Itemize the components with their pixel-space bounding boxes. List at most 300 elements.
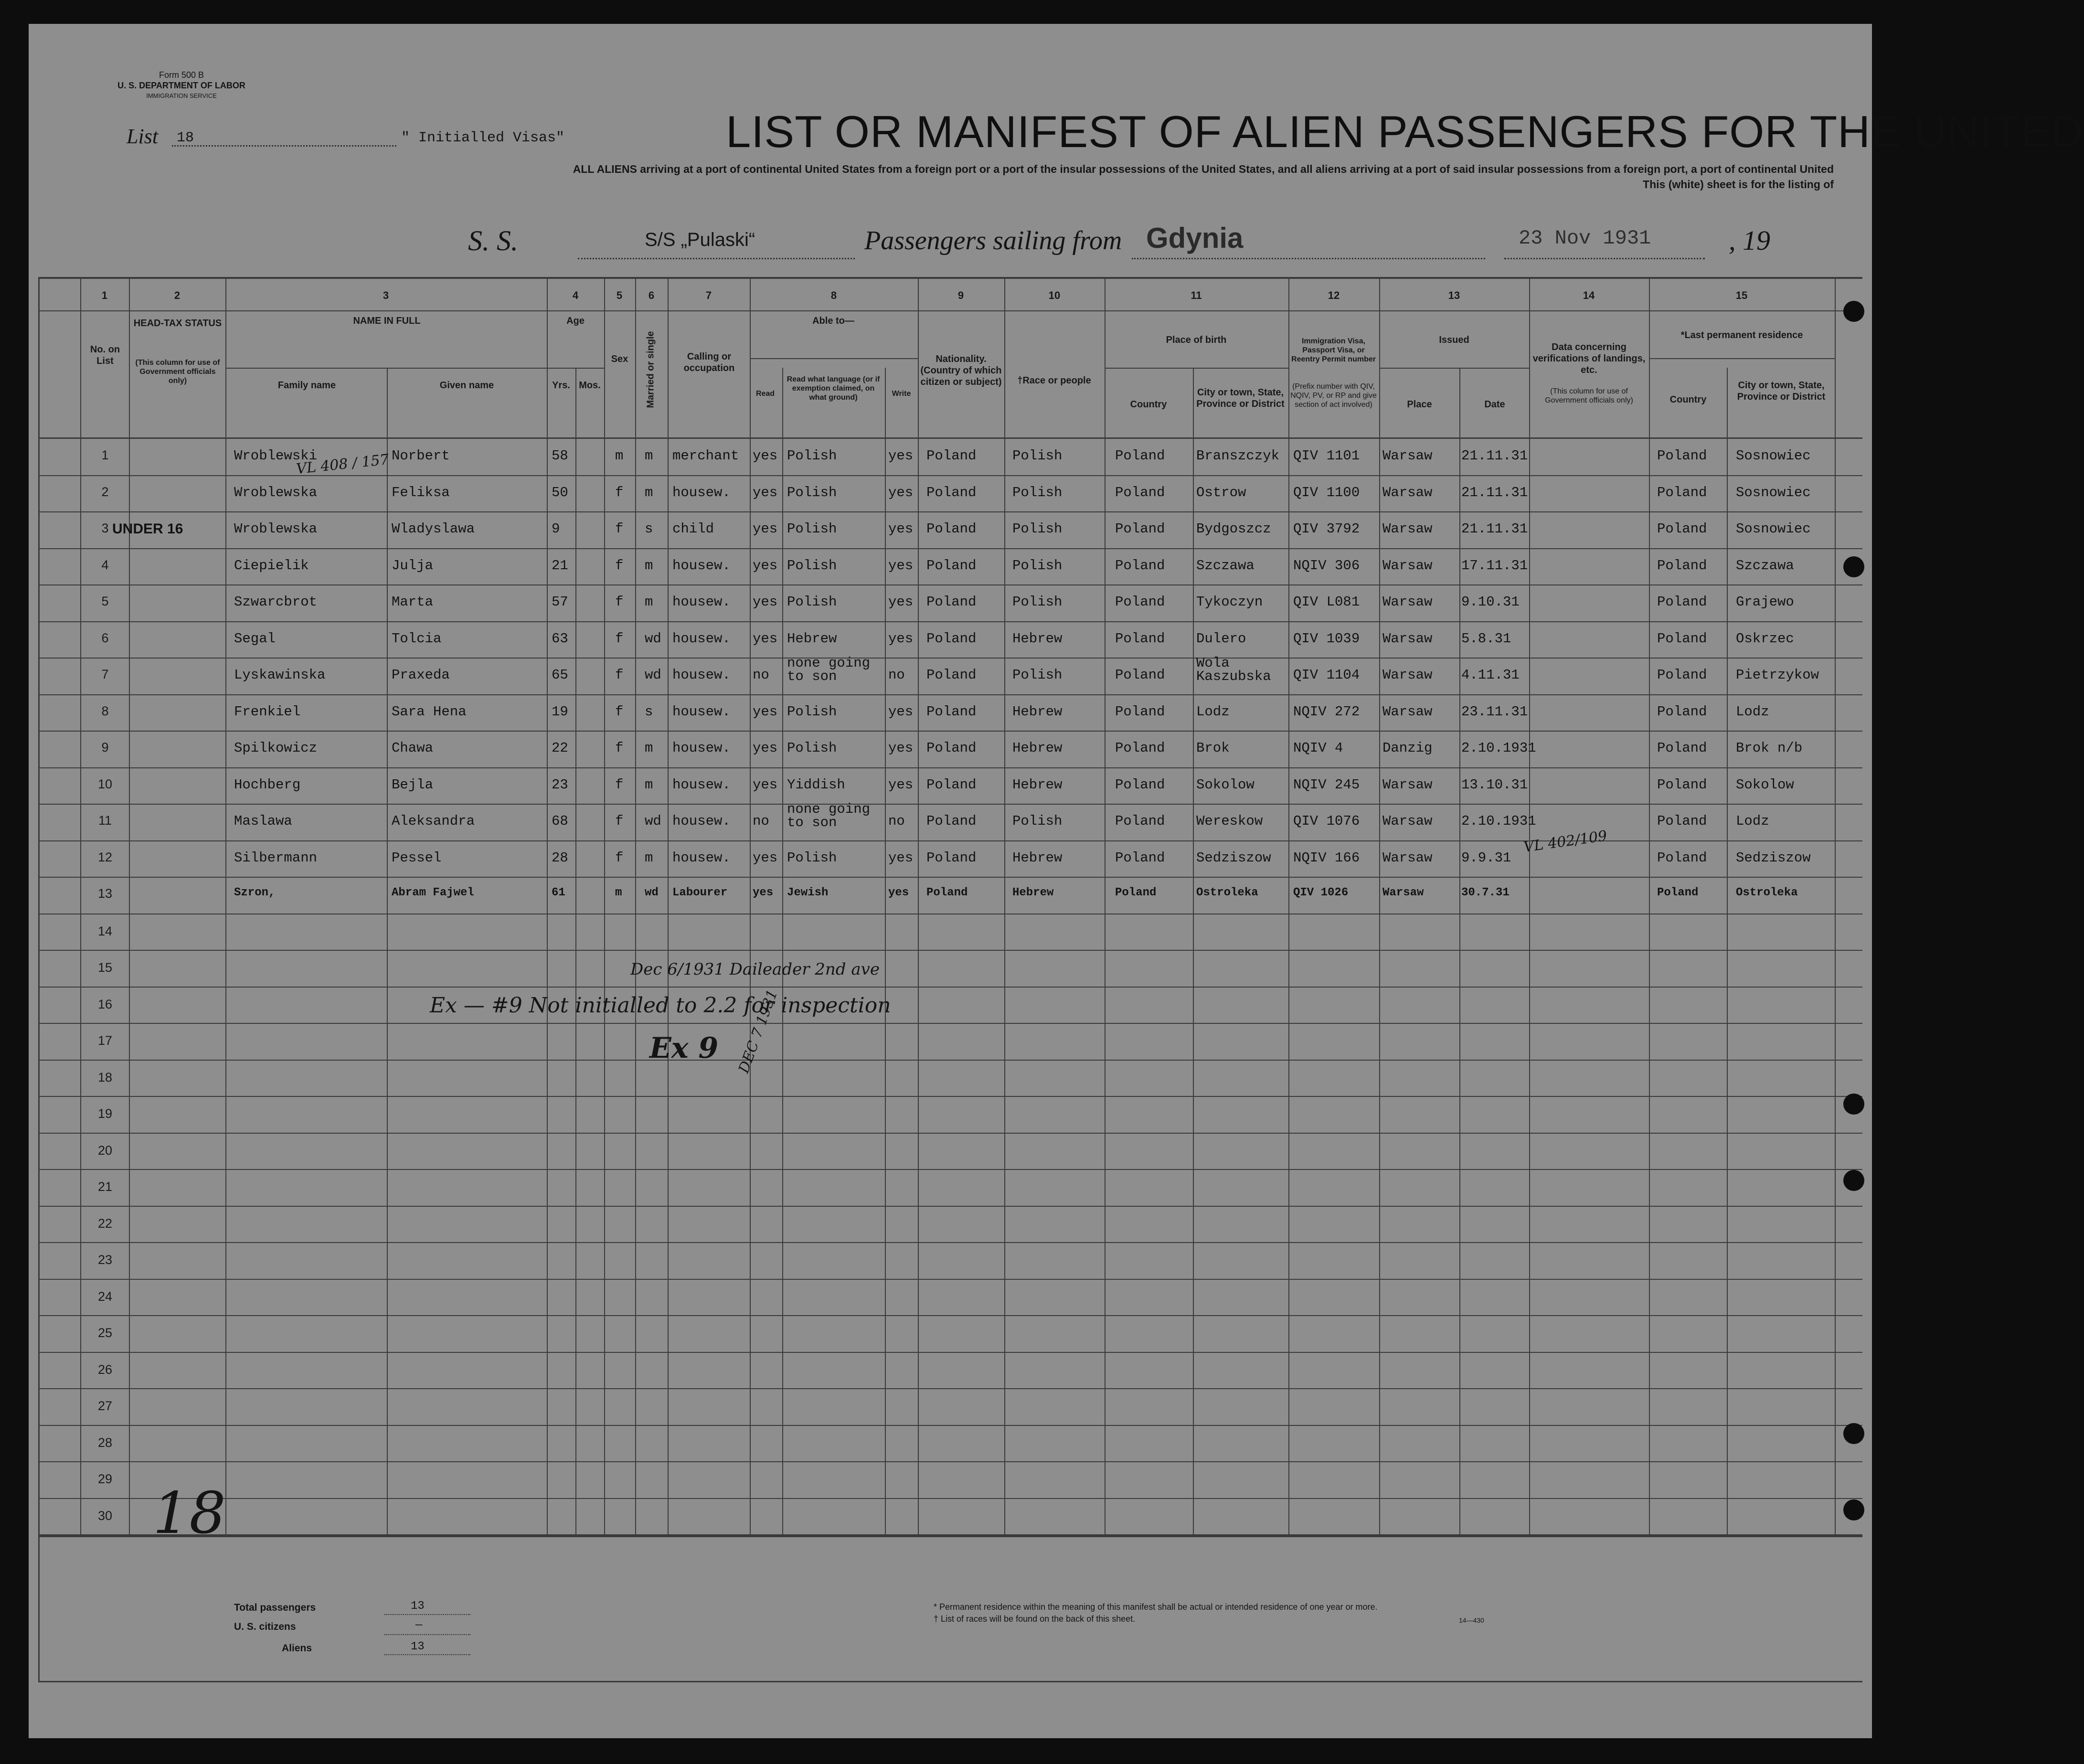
cell-read: yes [753,630,778,647]
cell-marital: s [645,703,653,720]
initialled-visas: " Initialled Visas" [401,130,565,146]
row-number: 1 [101,448,109,462]
grid-hline [38,1425,1862,1426]
list-number: 18 [177,130,194,146]
grid-hline [38,548,1862,549]
cell-family: Spilkowicz [234,740,318,756]
column-number: 6 [648,289,655,301]
empty-row-number: 17 [97,1033,113,1048]
cell-res-country: Poland [1657,448,1707,464]
us-citizens-label: U. S. citizens [234,1621,296,1632]
cell-language: none going to son [787,801,871,830]
cell-birth-country: Poland [1115,740,1165,756]
grid-hline [38,804,1862,805]
cell-yrs: 22 [552,740,568,756]
footnote-residence: * Permanent residence within the meaning of this manifest shall be actual or intended residence of one year or more. [934,1602,1378,1612]
grid-vline [547,277,548,1534]
cell-yrs: 57 [552,594,568,610]
cell-language: Yiddish [787,776,845,793]
cell-sex: f [615,740,624,756]
cell-occupation: housew. [672,557,731,574]
annotation-row14: Dec 6/1931 Daileader 2nd ave [630,960,880,979]
cell-birth-city: Sedziszow [1196,850,1271,866]
cell-visa: QIV L081 [1293,594,1360,610]
cell-res-city: Brok n/b [1736,740,1803,756]
manifest-page [29,24,2084,1738]
hdr-no-on-list: No. on List [90,344,120,366]
cell-given: Feliksa [392,484,450,500]
row-number: 13 [97,886,113,901]
grid-hline [38,1315,1862,1316]
cell-race: Hebrew [1012,630,1063,647]
hdr-birth-city: City or town, State, Province or District [1196,387,1285,409]
cell-res-country: Poland [1657,667,1707,683]
empty-row-number: 24 [97,1289,113,1304]
column-number: 8 [830,289,837,301]
column-number: 11 [1191,289,1202,301]
cell-res-city: Sosnowiec [1736,521,1811,537]
aliens-label: Aliens [282,1643,312,1654]
grid-hline [38,584,1862,585]
cell-yrs: 28 [552,850,568,866]
hdr-headtax: HEAD-TAX STATUS [133,318,222,329]
cell-yrs: 21 [552,557,568,574]
ship-name: S/S „Pulaski“ [645,229,755,250]
hdr-family-name: Family name [277,380,336,391]
form-line-3: IMMIGRATION SERVICE [146,92,217,99]
row-number: 11 [98,813,112,828]
hdr-landing-note: (This column for use of Government officials only) [1545,387,1633,404]
cell-family: Hochberg [234,776,301,793]
grid-vline [604,277,605,1534]
cell-read: yes [753,703,778,720]
grid-vline [38,277,40,1681]
cell-given: Abram Fajwel [392,886,474,899]
cell-race: Polish [1012,594,1063,610]
cell-read: yes [753,776,778,793]
cell-marital: m [645,557,653,574]
hdr-sex: Sex [611,354,628,364]
cell-nationality: Poland [926,630,977,647]
grid-vline [1727,368,1728,1534]
cell-family: Maslawa [234,813,292,829]
cell-res-country: Poland [1657,630,1707,647]
cell-nationality: Poland [926,667,977,683]
grid-vline [225,277,226,1534]
cell-write: yes [888,484,914,500]
hdr-read-lang: Read what language (or if exemption claimed, on what ground) [787,375,880,402]
form-line-1: Form 500 B [159,70,204,80]
cell-race: Polish [1012,448,1063,464]
cell-res-country: Poland [1657,594,1707,610]
cell-sex: f [615,557,624,574]
grid-hline [225,368,547,369]
form-code: 14—430 [1459,1616,1484,1624]
cell-issue-date: 21.11.31 [1461,448,1528,464]
hdr-place-of-birth: Place of birth [1166,335,1227,345]
cell-write: yes [888,886,909,899]
cell-res-city: Pietrzykow [1736,667,1819,683]
cell-write: yes [888,630,914,647]
cell-write: yes [888,557,914,574]
hdr-visa: Immigration Visa, Passport Visa, or Reentry Permit number [1291,337,1376,363]
cell-language: Polish [787,521,837,537]
cell-yrs: 68 [552,813,568,829]
hdr-birth-country: Country [1130,399,1167,410]
cell-issue-date: 13.10.31 [1461,776,1528,793]
hdr-issued-place: Place [1407,399,1432,410]
date-stamp: 23 Nov 1931 [1519,227,1651,250]
list-label: List [127,125,159,148]
cell-race: Hebrew [1012,886,1054,899]
cell-race: Hebrew [1012,850,1063,866]
total-passengers-value: 13 [411,1600,425,1613]
cell-marital: wd [645,813,661,829]
cell-birth-country: Poland [1115,521,1165,537]
cell-read: yes [753,521,778,537]
aliens-dots [384,1654,470,1655]
row-number: 12 [97,850,113,864]
cell-marital: m [645,594,653,610]
hdr-given-name: Given name [439,380,494,391]
intro-line-2: This (white) sheet is for the listing of [1643,178,1834,191]
cell-given: Norbert [392,448,450,464]
cell-read: no [753,667,769,683]
grid-hline [38,511,1862,512]
cell-visa: QIV 1076 [1293,813,1360,829]
cell-race: Hebrew [1012,703,1063,720]
total-passengers-label: Total passengers [234,1602,316,1613]
cell-yrs: 63 [552,630,568,647]
cell-birth-city: Wola Kaszubska [1196,655,1271,684]
cell-birth-country: Poland [1115,703,1165,720]
grid-hline [750,358,918,359]
cell-visa: NQIV 166 [1293,850,1360,866]
annotation-vl-top: VL 408 / 157 [295,451,390,478]
punch-hole [1843,1094,1864,1115]
citizens-dots [384,1634,470,1635]
cell-family: Wroblewska [234,484,318,500]
grid-vline [1288,277,1289,1534]
grid-hline [38,1242,1862,1243]
total-dots [384,1614,470,1615]
cell-given: Chawa [392,740,434,756]
grid-vline [918,277,919,1534]
cell-read: yes [753,594,778,610]
cell-nationality: Poland [926,740,977,756]
cell-nationality: Poland [926,521,977,537]
form-line-2: U. S. DEPARTMENT OF LABOR [117,81,245,90]
cell-birth-city: Szczawa [1196,557,1255,574]
annotation-row15: Ex — #9 Not initialled to 2.2 for inspection [430,993,891,1018]
punch-hole [1843,1170,1864,1191]
cell-issue-place: Warsaw [1382,850,1433,866]
cell-res-country: Poland [1657,813,1707,829]
cell-issue-date: 9.9.31 [1461,850,1511,866]
hdr-write: Write [892,390,911,398]
cell-nationality: Poland [926,703,977,720]
cell-language: Polish [787,484,837,500]
cell-headtax: UNDER 16 [112,521,183,537]
cell-res-country: Poland [1657,484,1707,500]
grid-hline [38,877,1862,878]
grid-hline [1379,368,1529,369]
grid-vline [1649,277,1650,1534]
cell-issue-date: 5.8.31 [1461,630,1511,647]
grid-hline [38,658,1862,659]
hdr-visa-note: (Prefix number with QIV, NQIV, PV, or RP and give section of act involved) [1290,383,1377,409]
cell-nationality: Poland [926,776,977,793]
grid-hline [38,1096,1862,1097]
cell-race: Polish [1012,557,1063,574]
cell-issue-date: 21.11.31 [1461,521,1528,537]
cell-marital: m [645,850,653,866]
cell-nationality: Poland [926,484,977,500]
cell-issue-place: Warsaw [1382,667,1433,683]
annotation-stamp-date: DEC 7 1931 [735,987,781,1075]
cell-res-country: Poland [1657,850,1707,866]
row-number: 8 [101,703,109,718]
cell-issue-place: Warsaw [1382,484,1433,500]
hdr-read: Read [755,390,775,398]
cell-visa: QIV 1039 [1293,630,1360,647]
cell-write: no [888,813,905,829]
cell-res-city: Sosnowiec [1736,484,1811,500]
cell-family: Wroblewska [234,521,318,537]
cell-issue-place: Warsaw [1382,521,1433,537]
grid-vline [1105,277,1106,1534]
hdr-res-city: City or town, State, Province or District [1737,380,1826,402]
punch-hole [1843,301,1864,322]
cell-res-city: Oskrzec [1736,630,1794,647]
grid-hline [38,767,1862,768]
grid-vline [885,368,886,1534]
column-number: 9 [957,289,964,301]
grid-hline [38,694,1862,695]
cell-language: Jewish [787,886,829,899]
cell-write: yes [888,703,914,720]
cell-race: Polish [1012,813,1063,829]
grid-vline [1529,277,1530,1534]
cell-visa: QIV 1026 [1293,886,1349,899]
cell-read: yes [753,484,778,500]
cell-write: yes [888,850,914,866]
grid-vline [1379,277,1380,1534]
cell-visa: NQIV 272 [1293,703,1360,720]
cell-nationality: Poland [926,557,977,574]
cell-sex: f [615,667,624,683]
empty-row-number: 28 [97,1435,113,1450]
cell-occupation: child [672,521,714,537]
cell-given: Aleksandra [392,813,475,829]
cell-sex: f [615,484,624,500]
grid-hline [38,1498,1862,1499]
cell-family: Ciepielik [234,557,309,574]
cell-birth-country: Poland [1115,630,1165,647]
cell-occupation: housew. [672,594,731,610]
hdr-nationality: Nationality. (Country of which citizen or subject) [920,354,1002,387]
cell-language: Hebrew [787,630,837,647]
cell-language: Polish [787,703,837,720]
cell-family: Lyskawinska [234,667,326,683]
row-number: 10 [97,776,113,791]
hdr-issued: Issued [1439,335,1469,345]
cell-given: Bejla [392,776,434,793]
cell-read: yes [753,740,778,756]
grid-hline [38,1060,1862,1061]
cell-given: Pessel [392,850,442,866]
cell-read: yes [753,448,778,464]
grid-hline [38,1388,1862,1389]
cell-marital: m [645,776,653,793]
grid-hline [38,1169,1862,1170]
cell-marital: m [645,448,653,464]
hdr-calling: Calling or occupation [683,351,735,373]
empty-row-number: 14 [97,924,113,938]
grid-hline [38,1279,1862,1280]
cell-birth-country: Poland [1115,776,1165,793]
cell-sex: m [615,448,624,464]
grid-hline [38,731,1862,732]
cell-yrs: 9 [552,521,560,537]
column-number: 10 [1048,289,1061,301]
cell-race: Hebrew [1012,776,1063,793]
cell-yrs: 19 [552,703,568,720]
cell-visa: NQIV 4 [1293,740,1343,756]
cell-marital: m [645,484,653,500]
column-number: 14 [1583,289,1595,301]
cell-res-country: Poland [1657,703,1707,720]
column-number: 7 [705,289,712,301]
hdr-residence: *Last permanent residence [1680,330,1803,340]
column-number: 5 [616,289,623,301]
cell-sex: f [615,703,624,720]
cell-issue-place: Warsaw [1382,557,1433,574]
hdr-age: Age [566,316,585,326]
grid-vline [129,277,130,1534]
cell-birth-city: Bydgoszcz [1196,521,1271,537]
cell-birth-city: Ostrow [1196,484,1246,500]
grid-vline [750,277,751,1534]
year-label: , 19 [1729,225,1770,256]
cell-birth-country: Poland [1115,667,1165,683]
cell-visa: NQIV 306 [1293,557,1360,574]
cell-given: Tolcia [392,630,442,647]
column-number: 4 [572,289,579,301]
cell-issue-place: Warsaw [1382,813,1433,829]
cell-issue-date: 2.10.1931 [1461,813,1536,829]
cell-nationality: Poland [926,850,977,866]
cell-res-city: Lodz [1736,813,1769,829]
grid-hline [38,437,1862,439]
cell-marital: m [645,740,653,756]
cell-issue-date: 17.11.31 [1461,557,1528,574]
intro-line-1: ALL ALIENS arriving at a port of continental United States from a foreign port or a port of the insular possessions of the United States, and all aliens arriving at a port of said insular possessions from a foreign port, a port of continental United [573,163,1834,175]
grid-vline [1193,368,1194,1534]
cell-res-country: Poland [1657,740,1707,756]
cell-occupation: housew. [672,484,731,500]
cell-visa: QIV 1104 [1293,667,1360,683]
cell-language: Polish [787,448,837,464]
cell-yrs: 58 [552,448,568,464]
empty-row-number: 27 [97,1399,113,1413]
grid-vline [575,368,576,1534]
cell-language: Polish [787,740,837,756]
cell-sex: f [615,813,624,829]
grid-vline [635,277,636,1534]
cell-language: none going to son [787,655,871,684]
annotation-vl-right: VL 402/109 [1522,827,1608,856]
cell-sex: m [615,886,622,899]
cell-sex: f [615,594,624,610]
punch-hole [1843,556,1864,577]
cell-read: yes [753,886,774,899]
hdr-headtax-note: (This column for use of Government officials only) [135,359,220,385]
cell-birth-country: Poland [1115,448,1165,464]
cell-occupation: housew. [672,850,731,866]
grid-hline [38,1206,1862,1207]
empty-row-number: 19 [97,1106,113,1121]
cell-issue-place: Warsaw [1382,703,1433,720]
cell-given: Julja [392,557,434,574]
cell-sex: f [615,630,624,647]
cell-write: yes [888,740,914,756]
cell-race: Polish [1012,521,1063,537]
row-number: 9 [101,740,109,754]
empty-row-number: 18 [97,1070,113,1084]
footnote-races: † List of races will be found on the back of this sheet. [934,1614,1136,1624]
column-number: 2 [174,289,181,301]
grid-vline [1004,277,1005,1534]
hdr-issued-date: Date [1484,399,1505,410]
cell-birth-city: Wereskow [1196,813,1263,829]
cell-issue-date: 4.11.31 [1461,667,1520,683]
hdr-yrs: Yrs. [552,380,570,391]
cell-res-country: Poland [1657,886,1699,899]
cell-issue-date: 21.11.31 [1461,484,1528,500]
hdr-married: Married or single [645,331,656,408]
cell-occupation: merchant [672,448,739,464]
cell-given: Praxeda [392,667,450,683]
cell-occupation: housew. [672,667,731,683]
row-number: 7 [101,667,109,681]
cell-res-city: Sedziszow [1736,850,1811,866]
empty-row-number: 26 [97,1362,113,1377]
cell-family: Wroblewski [234,448,318,464]
cell-write: yes [888,594,914,610]
grid-vline [80,277,81,1534]
page-title: LIST OR MANIFEST OF ALIEN PASSENGERS FOR THE UNITED [726,106,2084,157]
cell-res-city: Szczawa [1736,557,1794,574]
column-number: 15 [1735,289,1748,301]
cell-yrs: 50 [552,484,568,500]
empty-row-number: 30 [97,1508,113,1523]
manifest-grid [29,24,1872,1738]
cell-birth-city: Branszczyk [1196,448,1280,464]
row-number: 6 [101,630,109,645]
cell-sex: f [615,850,624,866]
hdr-res-country: Country [1669,394,1707,405]
cell-res-city: Ostroleka [1736,886,1798,899]
cell-family: Segal [234,630,276,647]
cell-occupation: housew. [672,776,731,793]
cell-birth-city: Sokolow [1196,776,1255,793]
cell-race: Hebrew [1012,740,1063,756]
cell-marital: wd [645,886,659,899]
cell-family: Szron, [234,886,276,899]
cell-res-country: Poland [1657,776,1707,793]
grid-hline [38,1681,1862,1682]
